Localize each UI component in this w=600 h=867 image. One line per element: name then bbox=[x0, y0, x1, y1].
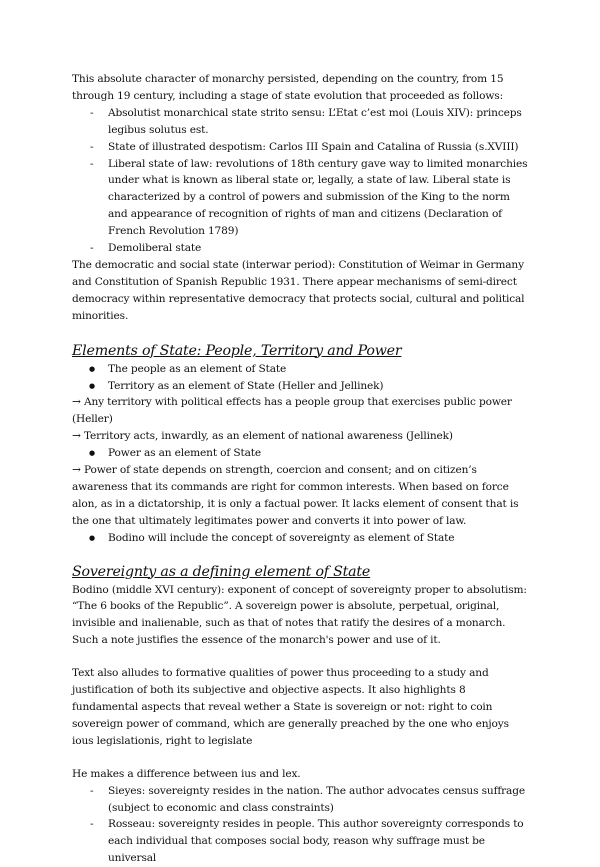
section-heading-sovereignty: Sovereignty as a defining element of State bbox=[72, 563, 371, 580]
list-item: ● Bodino will include the concept of sovereignty as element of State bbox=[72, 530, 528, 547]
democratic-state-paragraph: The democratic and social state (interwar period): Constitution of Weimar in Germany and Constitution of Spanish Republic 1931. There appear mechanisms of semi-direct democracy within representative democracy that protects social, cultural and political minorities. bbox=[72, 258, 525, 322]
arrow-note: → Territory acts, inwardly, as an element of national awareness (Jellinek) bbox=[72, 430, 453, 443]
elements-list-2 bbox=[72, 445, 528, 462]
bodino-paragraph: Bodino (middle XVI century): exponent of concept of sovereignty proper to absolutism: “The 6 books of the Republic”. A sovereign power is absolute, perpetual, original, invisible and inalienable, such as that of notes that ratify the desires of a monarch. Such a note justifies the essence of the monarch's power and use of it. bbox=[72, 583, 527, 647]
list-item: - Absolutist monarchical state strito sensu: L’Etat c’est moi (Louis XIV): princeps legibus solutus est. bbox=[72, 105, 528, 139]
list-item: - Rosseau: sovereignty resides in people. This author sovereignty corresponds to each individual that composes social body, reason why suffrage must be universal bbox=[72, 816, 528, 867]
list-item: - Demoliberal state bbox=[72, 240, 528, 257]
elements-list-1 bbox=[72, 361, 528, 395]
list-item: ● Power as an element of State bbox=[72, 445, 528, 462]
state-evolution-list bbox=[72, 105, 528, 257]
intro-paragraph: This absolute character of monarchy persisted, depending on the country, from 15 through 19 century, including a stage of state evolution that proceeded as follows: bbox=[72, 73, 504, 102]
list-item: ● Territory as an element of State (Heller and Jellinek) bbox=[72, 378, 528, 395]
formative-qualities-paragraph: Text also alludes to formative qualities of power thus proceeding to a study and justification of both its subjective and objective aspects. It also highlights 8 fundamental aspects that reveal wether a State is sovereign or not: right to coin sovereign power of command, which are generally preached by the one who enjoys ious legislationis, right to legislate bbox=[72, 667, 509, 747]
arrow-note: → Any territory with political effects has a people group that exercises public power (Heller) bbox=[72, 396, 512, 426]
arrow-note: → Power of state depends on strength, coercion and consent; and on citizen’s awareness that its commands are right for common interests. When based on force alon, as in a dictatorship, it is only a factual power. It lacks element of consent that is the one that ultimately legitimates power and converts it into power of law. bbox=[72, 464, 519, 527]
ius-lex-paragraph: He makes a difference between ius and lex. bbox=[72, 767, 301, 780]
list-item: - Sieyes: sovereignty resides in the nation. The author advocates census suffrage (subject to economic and class constraints) bbox=[72, 783, 528, 817]
list-item: ● The people as an element of State bbox=[72, 361, 528, 378]
section-heading-elements: Elements of State: People, Territory and Power bbox=[72, 342, 402, 359]
list-item: - Liberal state of law: revolutions of 18th century gave way to limited monarchies under what is known as liberal state or, legally, a state of law. Liberal state is characterized by a control of powers and submission of the King to the norm and appearance of recognition of rights of man and citizens (Declaration of French Revolution 1789) bbox=[72, 156, 528, 241]
list-item: - State of illustrated despotism: Carlos III Spain and Catalina of Russia (s.XVIII) bbox=[72, 139, 528, 156]
sovereignty-authors-list bbox=[72, 783, 528, 867]
document-page bbox=[72, 71, 528, 867]
elements-list-3 bbox=[72, 530, 528, 547]
